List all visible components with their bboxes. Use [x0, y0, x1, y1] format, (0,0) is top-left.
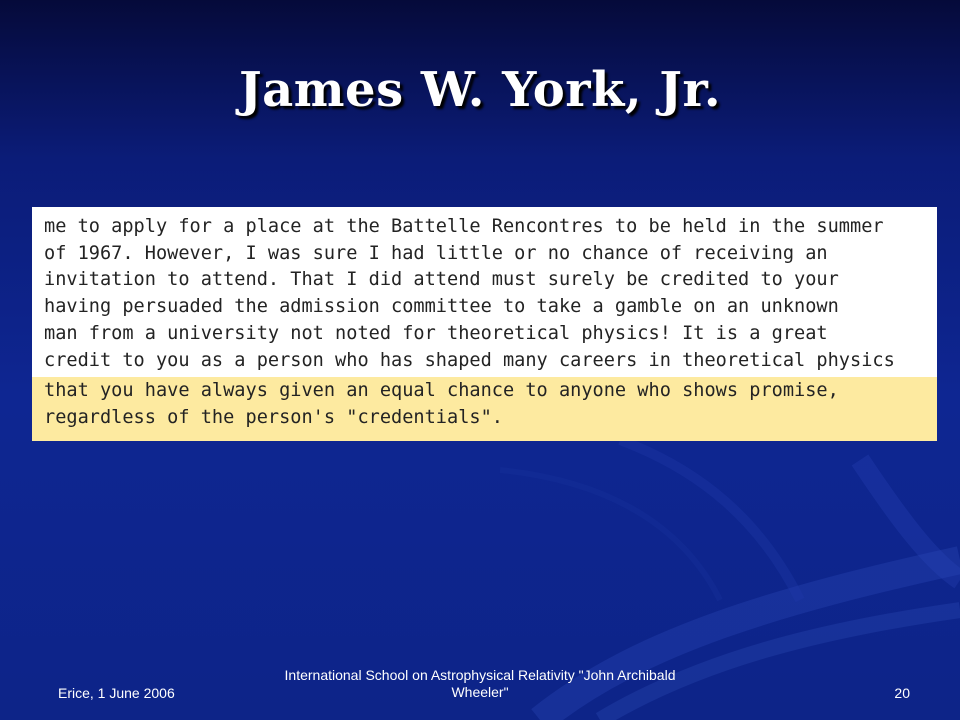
letter-line: of 1967. However, I was sure I had little or no chance of receiving an: [44, 243, 828, 264]
letter-line: credit to you as a person who has shaped many careers in theoretical physics: [44, 350, 895, 371]
slide-number: 20: [894, 685, 910, 701]
footer-date: Erice, 1 June 2006: [58, 685, 175, 701]
letter-line: man from a university not noted for theoretical physics! It is a great: [44, 323, 828, 344]
letter-excerpt: [32, 207, 937, 441]
letter-line: me to apply for a place at the Battelle Rencontres to be held in the summer: [44, 216, 884, 237]
footer-event: International School on Astrophysical Relativity "John Archibald Wheeler": [284, 667, 676, 700]
letter-line-highlighted: regardless of the person's "credentials".: [44, 407, 503, 428]
slide-title: James W. York, Jr.: [238, 62, 722, 118]
letter-line: invitation to attend. That I did attend must surely be credited to your: [44, 269, 839, 290]
letter-line: having persuaded the admission committee to take a gamble on an unknown: [44, 296, 839, 317]
letter-line-highlighted: that you have always given an equal chance to anyone who shows promise,: [44, 380, 839, 401]
